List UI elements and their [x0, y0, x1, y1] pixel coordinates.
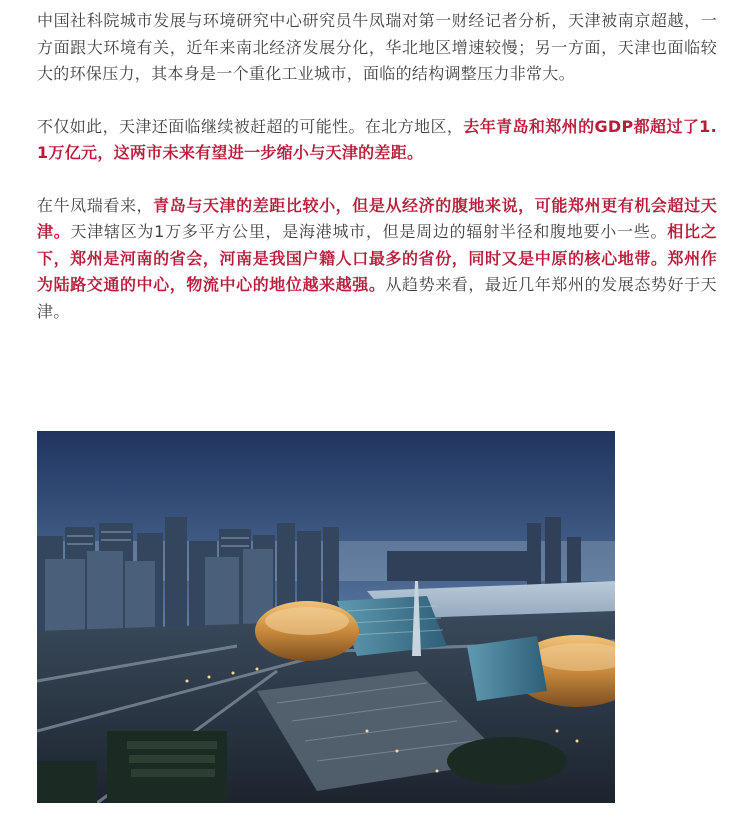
- paragraph-analysis: [37, 8, 717, 88]
- paragraph-zhengzhou-highlight-1: 青岛与天津的差距比较小，但是从经济的腹地来说，可能郑州更有机会超过天津。: [37, 195, 717, 241]
- paragraph-competition-lead: 不仅如此，天津还面临继续被赶超的可能性。在北方地区，: [37, 116, 464, 136]
- paragraph-zhengzhou-tail: 从趋势来看，最近几年郑州的发展态势好于天津。: [37, 275, 717, 321]
- paragraph-competition: [37, 114, 717, 167]
- city-photo-illustration: [37, 431, 615, 803]
- paragraph-competition-highlight: 去年青岛和郑州的GDP都超过了1.1万亿元，这两市未来有望进一步缩小与天津的差距。: [37, 116, 717, 162]
- paragraph-analysis-text: 中国社科院城市发展与环境研究中心研究员牛凤瑞对第一财经记者分析，天津被南京超越，一方面跟大环境有关，近年来南北经济发展分化，华北地区增速较慢；另一方面，天津也面临较大的环保压力，其本身是一个重化工业城市，面临的结构调整压力非常大。: [37, 11, 717, 83]
- city-skyline-photo: [37, 431, 615, 803]
- paragraph-zhengzhou-lead: 在牛凤瑞看来，: [37, 195, 154, 215]
- paragraph-zhengzhou-middle: 天津辖区为1万多平方公里，是海港城市，但是周边的辐射半径和腹地要小一些。: [70, 222, 668, 241]
- article-body: [37, 8, 717, 325]
- paragraph-zhengzhou: [37, 193, 717, 326]
- paragraph-zhengzhou-highlight-2: 相比之下，郑州是河南的省会，河南是我国户籍人口最多的省份，同时又是中原的核心地带。郑州作为陆路交通的中心，物流中心的地位越来越强。: [37, 222, 717, 294]
